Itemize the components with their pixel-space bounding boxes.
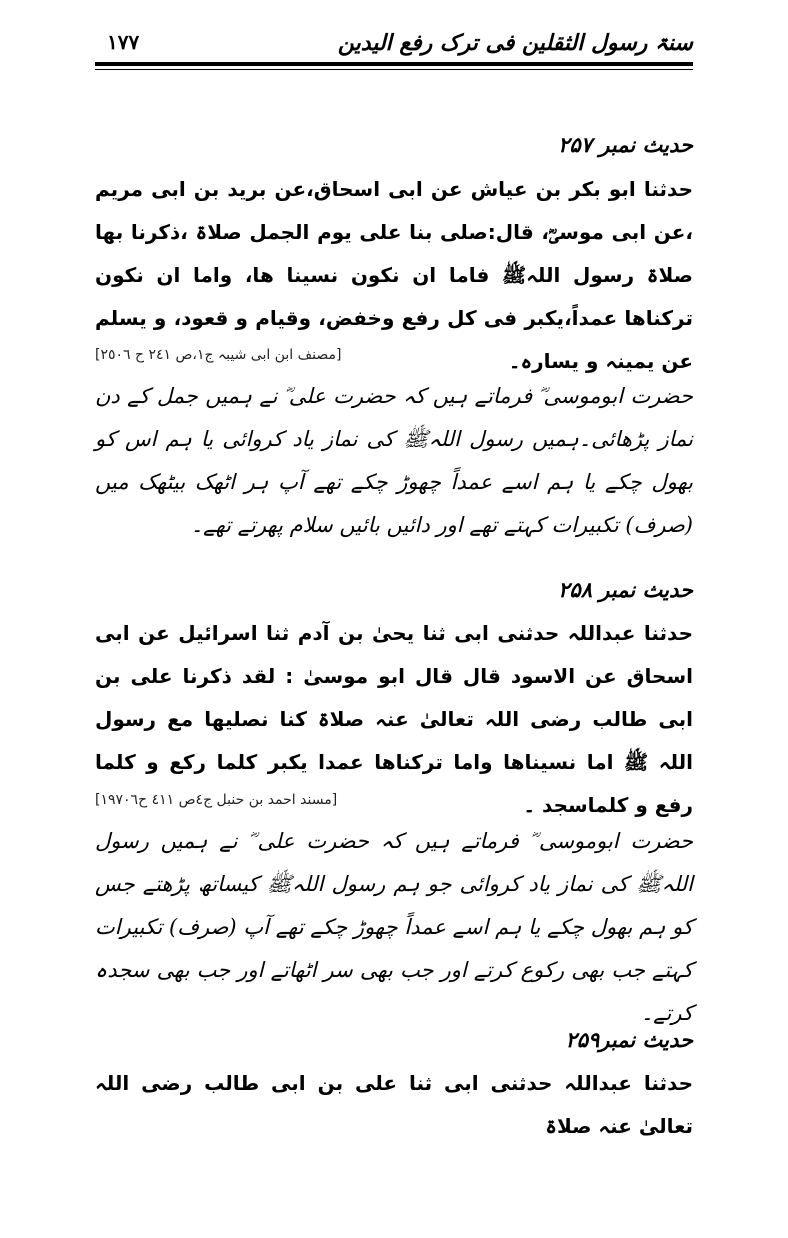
hadith-257-reference [95,345,693,365]
hadith-259-arabic-text: حدثنا عبداللہ حدثنی ابی ثنا علی بن ابی طالب رضی اللہ تعالیٰ عنہ صلاۃ [95,1071,693,1138]
book-title: سنۃ رسول الثقلین فی ترک رفع الیدین [337,30,693,56]
hadith-257-urdu-translation: حضرت ابوموسی ؓ فرماتے ہیں کہ حضرت علی ؓ نے ہمیں جمل کے دن نماز پڑھائی۔ہمیں رسول اللہﷺ کی نماز یاد کروائی یا ہم اس کو بھول چکے یا ہم اسے عمداً چھوڑ چکے تھے آپ ہر اٹھک بیٹھک میں (صرف) تکبیرات کہتے تھے اور دائیں بائیں سلام پھرتے تھے۔ [95,384,693,537]
hadith-258-reference-text: [مسند احمد بن حنبل ج٤ص ٤١١ ح١٩٧٠٦] [95,792,338,808]
hadith-258-arabic-text: حدثنا عبداللہ حدثنی ابی ثنا یحیٰ بن آدم ثنا اسرائیل عن ابی اسحاق عن الاسود قال قال ابو موسیٰ : لقد ذکرنا علی بن ابی طالب رضی اللہ تعالیٰ عنہ صلاۃ کنا نصلیھا مع رسول اللہ ﷺ اما نسیناھا واما ترکناھا عمدا یکبر کلما رکع و کلما رفع و کلماسجد ۔ [95,621,693,817]
hadith-257-heading: حدیث نمبر ۲۵۷ [558,132,693,157]
hadith-257-reference-text: [مصنف ابن ابی شیبہ ج۱،ص ۲٤۱ ح ۲٥٠٦] [95,347,342,363]
hadith-258-reference [95,790,693,810]
header-rule-thick [95,62,693,66]
header-rule-thin [95,69,693,70]
hadith-259-heading: حدیث نمبر۲۵۹ [565,1027,693,1052]
page-number: ۱۷۷ [107,30,140,54]
hadith-257-arabic-text: حدثنا ابو بکر بن عیاش عن ابی اسحاق،عن برید بن ابی مریم ،عن ابی موسیؓ، قال:صلی بنا علی یوم الجمل صلاۃ ،ذکرنا بھا صلاۃ رسول اللہﷺ فاما ان نکون نسینا ھا، واما ان نکون ترکناھا عمداً،یکبر فی کل رفع وخفض، وقیام و قعود، و یسلم عن یمینہ و یسارہ۔ [95,177,693,373]
hadith-258-heading: حدیث نمبر ۲۵۸ [558,577,693,602]
hadith-258-urdu-translation: حضرت ابوموسی ؓ فرماتے ہیں کہ حضرت علی ؓ نے ہمیں رسول اللہﷺ کی نماز یاد کروائی جو ہم رسول اللہﷺ کیساتھ پڑھتے جس کو ہم بھول چکے یا ہم اسے عمداً چھوڑ چکے تھے آپ (صرف) تکبیرات کہتے جب بھی رکوع کرتے اور جب بھی سر اٹھاتے اور جب بھی سجدہ کرتے۔ [95,829,693,1025]
page-header [95,30,693,60]
